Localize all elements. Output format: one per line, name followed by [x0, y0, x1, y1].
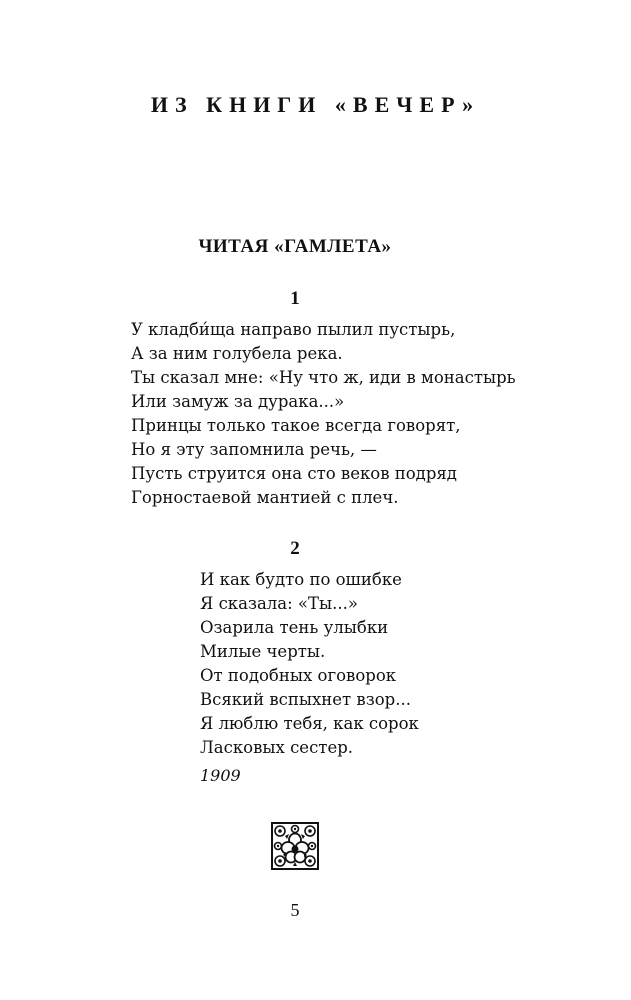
floral-vignette-icon: [271, 822, 319, 870]
poem-line: Но я эту запомнила речь, —: [131, 440, 377, 459]
poem-line: Горностаевой мантией с плеч.: [131, 488, 399, 507]
poem-line: Озарила тень улыбки: [200, 618, 389, 637]
page-number: 5: [290, 900, 300, 920]
poem-line: Принцы только такое всегда говорят,: [131, 416, 461, 435]
poem-line: Всякий вспыхнет взор...: [200, 690, 411, 709]
stanza-1: [131, 318, 516, 510]
stanza-2: [200, 568, 419, 760]
poem-line: А за ним голубела река.: [131, 344, 343, 363]
section-number-2: 2: [290, 538, 300, 559]
poem-line: Ты сказал мне: «Ну что ж, иди в монастырь: [131, 368, 516, 387]
poem-line: От подобных оговорок: [200, 666, 397, 685]
poem-line: Я сказала: «Ты...»: [200, 594, 358, 613]
poem-line: Ласковых сестер.: [200, 738, 354, 757]
poem-line: Милые черты.: [200, 642, 326, 661]
poem-title: ЧИТАЯ «ГАМЛЕТА»: [198, 236, 392, 257]
poem-line: Я люблю тебя, как сорок: [200, 714, 419, 733]
poem-line: У кладби́ща направо пылил пустырь,: [131, 320, 456, 339]
poem-line: Пусть струится она сто веков подряд: [131, 464, 457, 483]
poem-line: И как будто по ошибке: [200, 570, 402, 589]
poem-line: Или замуж за дурака...»: [131, 392, 345, 411]
poem-date: 1909: [200, 766, 241, 785]
section-number-1: 1: [290, 288, 300, 309]
book-title: ИЗ КНИГИ «ВЕЧЕР»: [150, 92, 481, 117]
